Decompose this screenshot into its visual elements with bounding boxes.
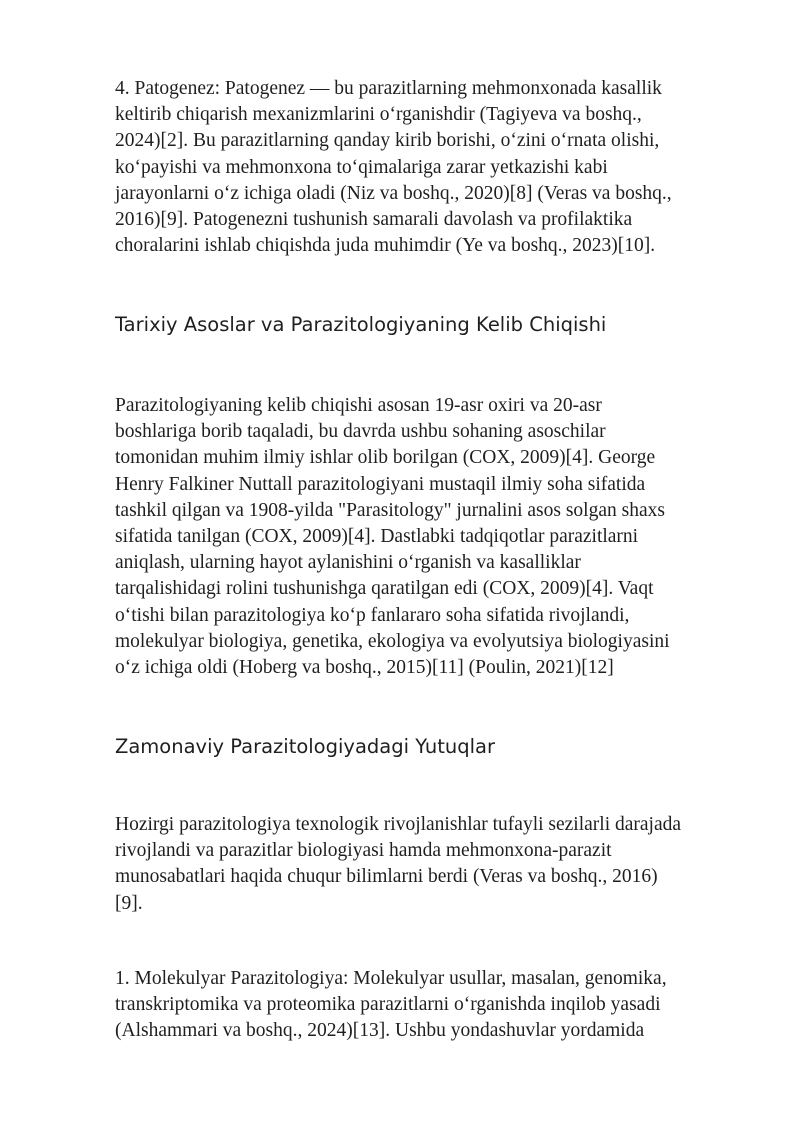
paragraph-molekulyar: 1. Molekulyar Parazitologiya: Molekulyar usullar, masalan, genomika, transkriptomika va proteomika parazitlarni oʻrganishda inqilob yasadi (Alshammari va boshq., 2024)[13]. Ushbu yondashuvlar yordamida xyxy=(115,968,667,1042)
paragraph-zamonaviy: Hozirgi parazitologiya texnologik rivojlanishlar tufayli sezilarli darajada rivojlandi va parazitlar biologiyasi hamda mehmonxona-parazit munosabatlari haqida chuqur bilimlarni berdi (Veras va boshq., 2016) [9]. xyxy=(115,814,682,914)
section-heading-zamonaviy: Zamonaviy Parazitologiyadagi Yutuqlar xyxy=(115,735,496,758)
section-heading-tarixiy: Tarixiy Asoslar va Parazitologiyaning Kelib Chiqishi xyxy=(115,313,607,336)
paragraph-patogenez: 4. Patogenez: Patogenez — bu parazitlarning mehmonxonada kasallik keltirib chiqarish mexanizmlarini oʻrganishdir (Tagiyeva va boshq., 2024)[2]. Bu parazitlarning qanday kirib borishi, oʻzini oʻrnata olishi, koʻpayishi va mehmonxona toʻqimalariga zarar yetkazishi kabi jarayonlarni oʻz ichiga oladi (Niz va boshq., 2020)[8] (Veras va boshq., 2016)[9]. Patogenezni tushunish samarali davolash va profilaktika choralarini ishlab chiqishda juda muhimdir (Ye va boshq., 2023)[10]. xyxy=(115,78,672,257)
paragraph-tarixiy: Parazitologiyaning kelib chiqishi asosan 19-asr oxiri va 20-asr boshlariga borib taqaladi, bu davrda ushbu sohaning asoschilar tomonidan muhim ilmiy ishlar olib borilgan (COX, 2009)[4]. George Henry Falkiner Nuttall parazitologiyani mustaqil ilmiy soha sifatida tashkil qilgan va 1908-yilda "Parasitology" jurnalini asos solgan shaxs sifatida tanilgan (COX, 2009)[4]. Dastlabki tadqiqotlar parazitlarni aniqlash, ularning hayot aylanishini oʻrganish va kasalliklar tarqalishidagi rolini tushunishga qaratilgan edi (COX, 2009)[4]. Vaqt oʻtishi bilan parazitologiya koʻp fanlararo soha sifatida rivojlandi, molekulyar biologiya, genetika, ekologiya va evolyutsiya biologiyasini oʻz ichiga oldi (Hoberg va boshq., 2015)[11] (Poulin, 2021)[12] xyxy=(115,395,670,679)
